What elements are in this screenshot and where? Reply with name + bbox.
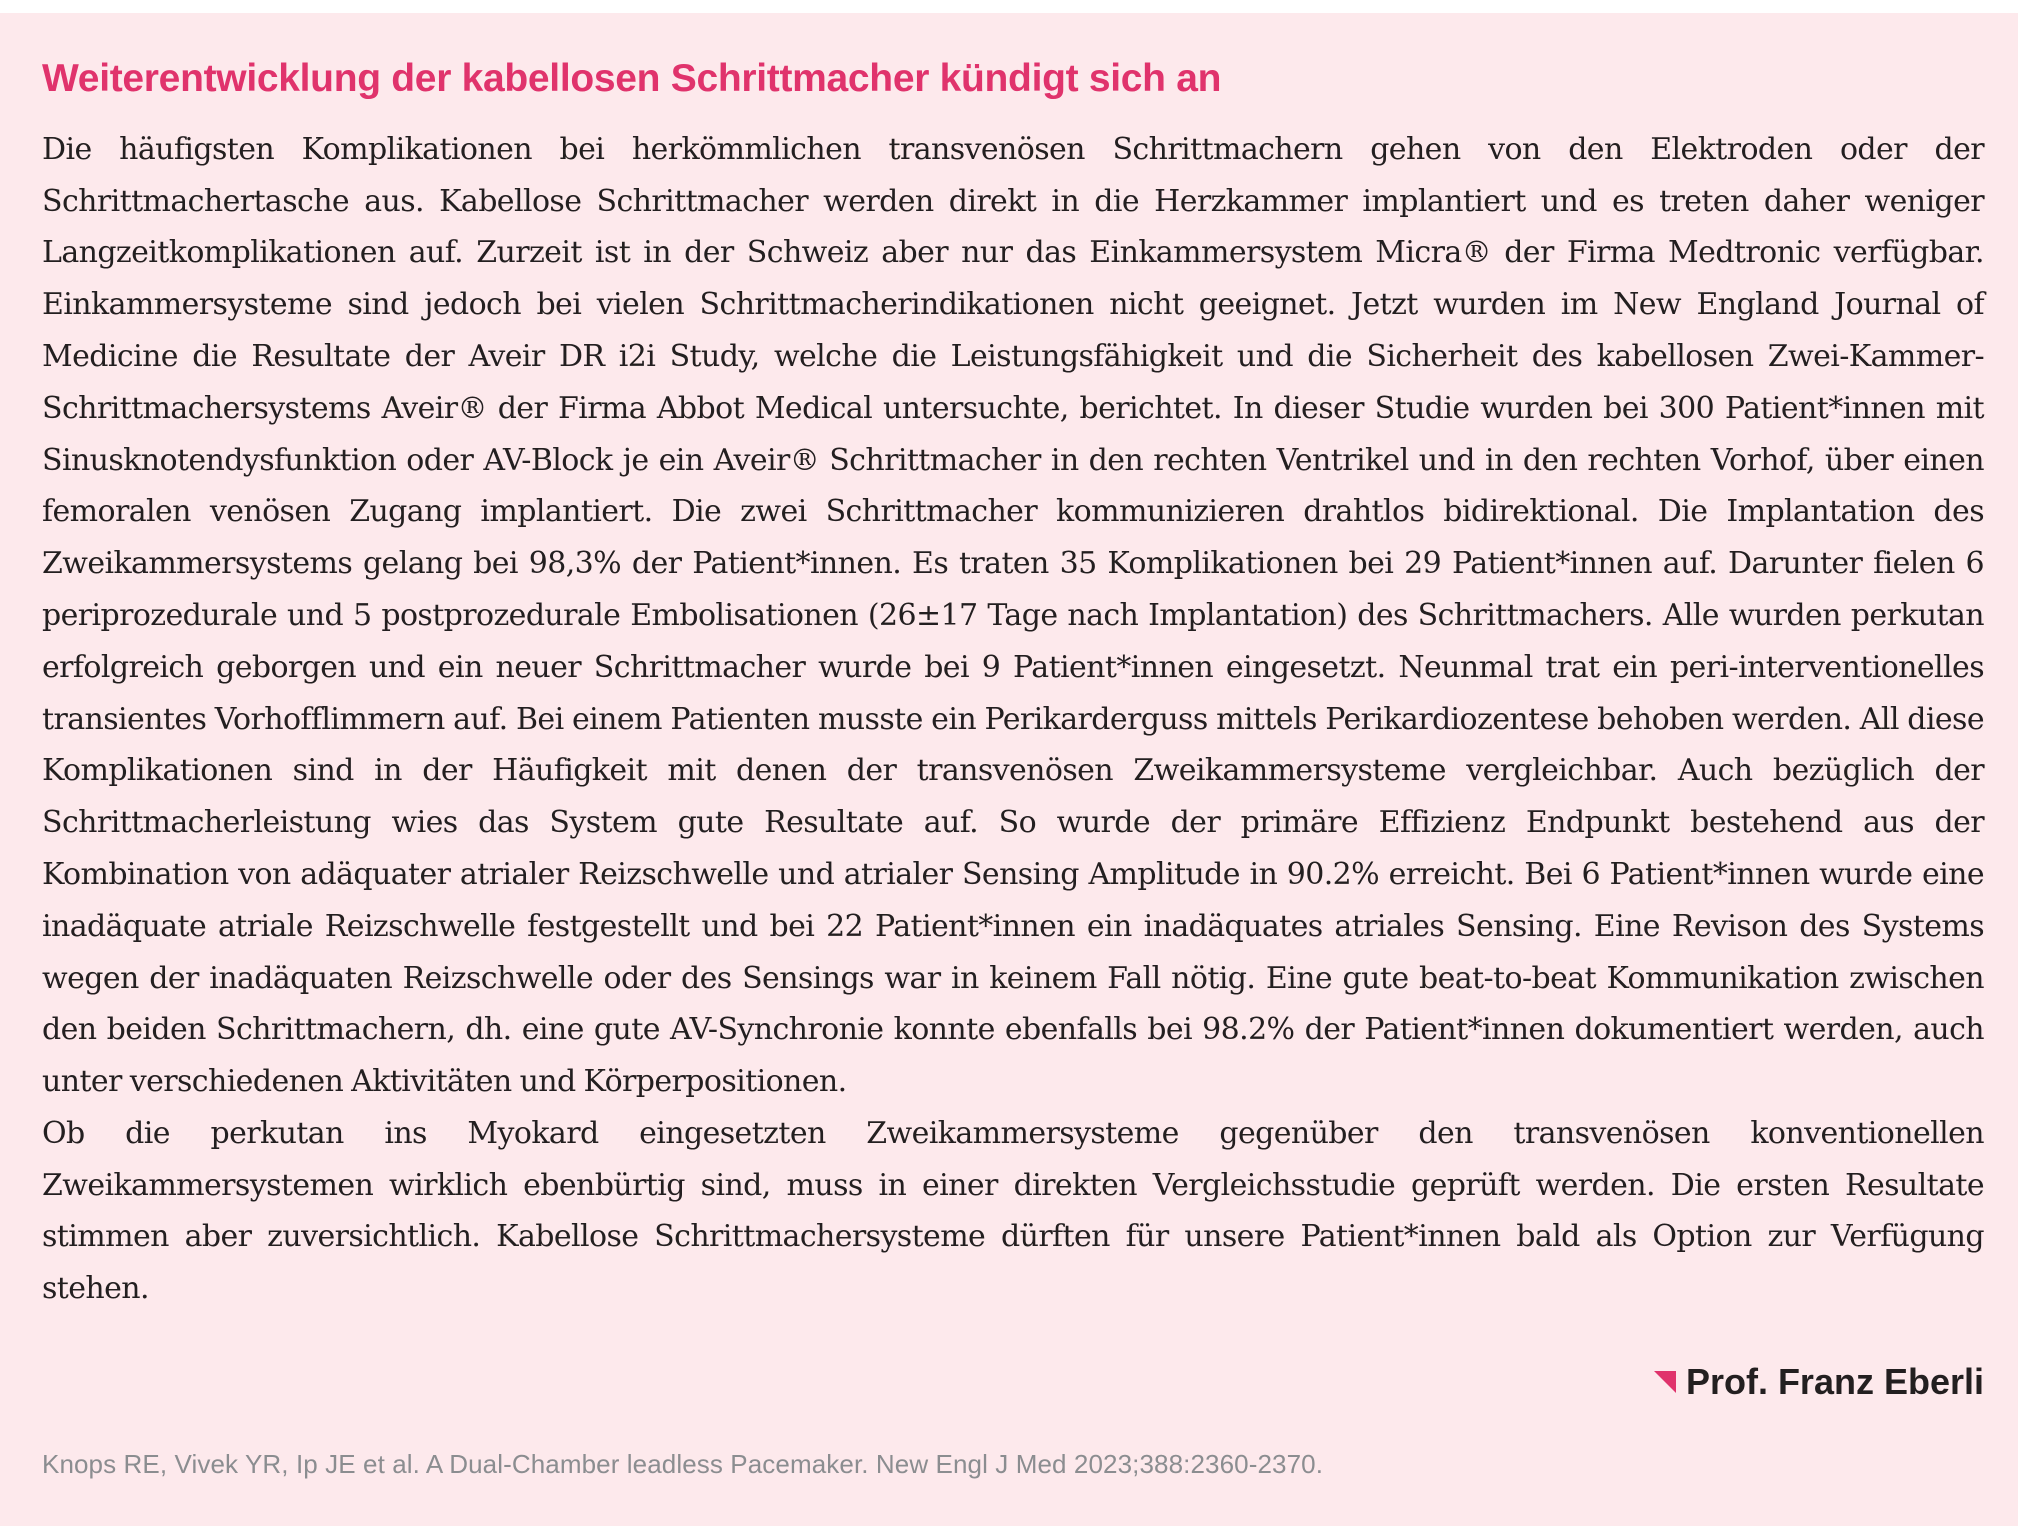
author-name: Prof. Franz Eberli xyxy=(1685,1361,1984,1403)
author-line xyxy=(42,1361,1984,1403)
article-box xyxy=(0,13,2018,1526)
article-title: Weiterentwicklung der kabellosen Schrittmacher kündigt sich an xyxy=(42,57,1222,100)
article-paragraph-2: Ob die perkutan ins Myokard eingesetzten Zweikammersysteme gegenüber den transvenösen konventionellen Zweikammersystemen wirklich ebenbürtig sind, muss in einer direkten Vergleichsstudie geprüft werden. Die ersten Resultate stimmen aber zuversichtlich. Kabellose Schrittmachersysteme dürften für unsere Patient*innen bald als Option zur Verfügung stehen. xyxy=(42,1115,1984,1307)
reference-citation: Knops RE, Vivek YR, Ip JE et al. A Dual-Chamber leadless Pacemaker. New Engl J Med 2023;388:2360-2370. xyxy=(42,1449,1324,1480)
triangle-marker-icon xyxy=(1654,1371,1676,1393)
article-paragraph-1: Die häufigsten Komplikationen bei herkömmlichen transvenösen Schrittmachern gehen von den Elektroden oder der Schrittmachertasche aus. Kabellose Schrittmacher werden direkt in die Herzkammer implantiert und es treten daher weniger Langzeitkomplikationen auf. Zurzeit ist in der Schweiz aber nur das Einkammersystem Micra® der Firma Medtronic verfügbar. Einkammersysteme sind jedoch bei vielen Schrittmacherindikationen nicht geeignet. Jetzt wurden im New England Journal of Medicine die Resultate der Aveir DR i2i Study, welche die Leistungsfähigkeit und die Sicherheit des kabellosen Zwei-Kammer-Schrittmachersystems Aveir® der Firma Abbot Medical untersuchte, berichtet. In dieser Studie wurden bei 300 Patient*innen mit Sinusknotendysfunktion oder AV-Block je ein Aveir® Schrittmacher in den rechten Ventrikel und in den rechten Vorhof, über einen femoralen venösen Zugang implantiert. Die zwei Schrittmacher kommunizieren drahtlos bidirektional. Die Implantation des Zweikammersystems gelang bei 98,3% der Patient*innen. Es traten 35 Komplikationen bei 29 Patient*innen auf. Darunter fielen 6 periprozedurale und 5 postprozedurale Embolisationen (26±17 Tage nach Implantation) des Schrittmachers. Alle wurden perkutan erfolgreich geborgen und ein neuer Schrittmacher wurde bei 9 Patient*innen eingesetzt. Neunmal trat ein peri-interventionelles transientes Vorhofflimmern auf. Bei einem Patienten musste ein Perikarderguss mittels Perikardiozentese behoben werden. All diese Komplikationen sind in der Häufigkeit mit denen der transvenösen Zweikammersysteme vergleichbar. Auch bezüglich der Schrittmacherleistung wies das System gute Resultate auf. So wurde der primäre Effizienz Endpunkt bestehend aus der Kombination von adäquater atrialer Reizschwelle und atrialer Sensing Amplitude in 90.2% erreicht. Bei 6 Patient*innen wurde eine inadäquate atriale Reizschwelle festgestellt und bei 22 Patient*innen ein inadäquates atriales Sensing. Eine Revison des Systems wegen der inadäquaten Reizschwelle oder des Sensings war in keinem Fall nötig. Eine gute beat-to-beat Kommunikation zwischen den beiden Schrittmachern, dh. eine gute AV-Synchronie konnte ebenfalls bei 98.2% der Patient*innen dokumentiert werden, auch unter verschiedenen Aktivitäten und Körperpositionen. xyxy=(42,131,1984,1100)
